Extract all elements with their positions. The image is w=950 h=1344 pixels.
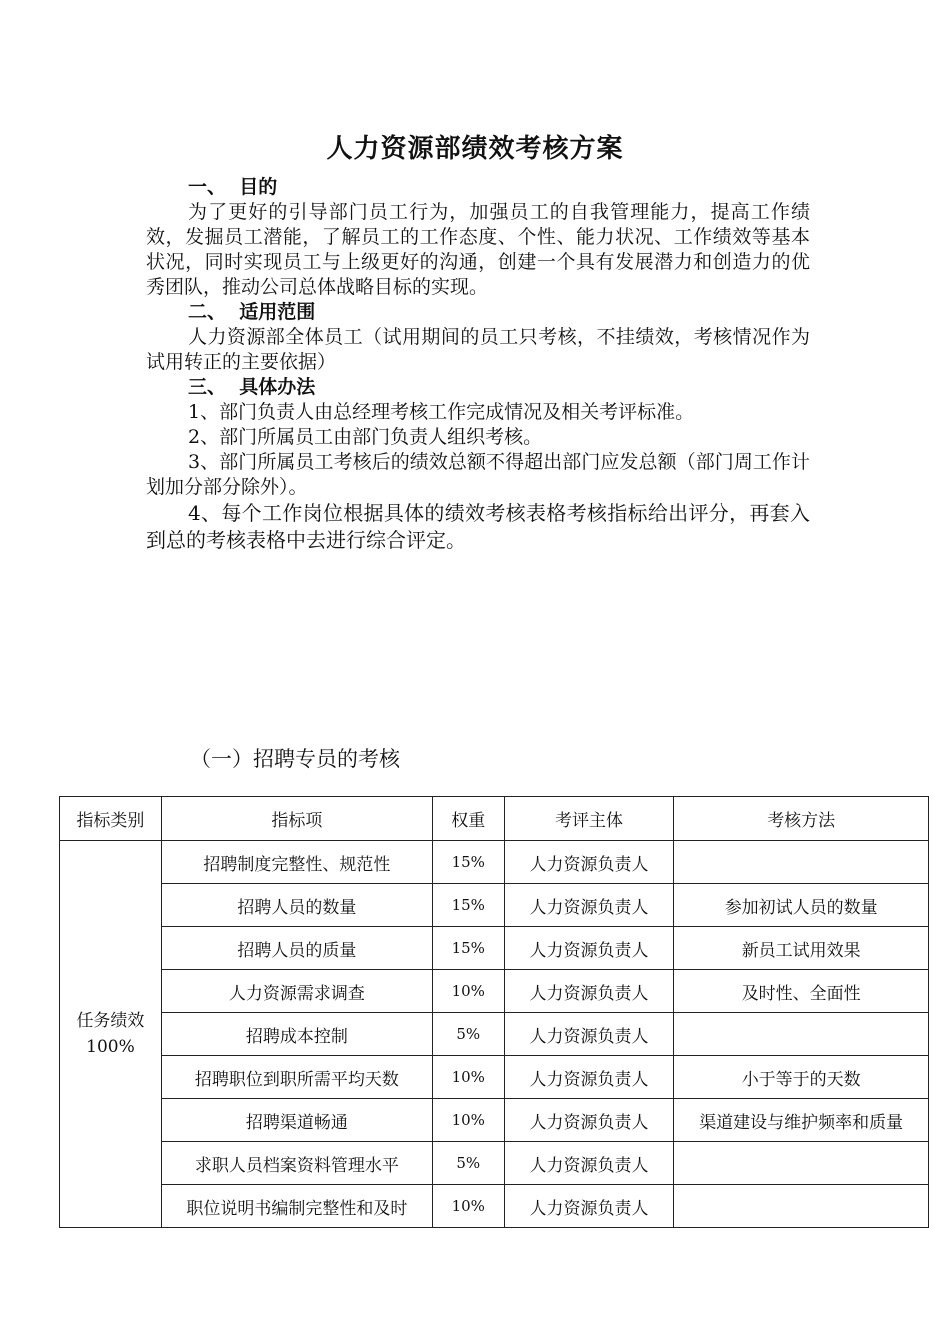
subject-cell: 人力资源负责人 bbox=[504, 970, 674, 1013]
item-cell: 招聘职位到职所需平均天数 bbox=[161, 1056, 432, 1099]
weight-cell: 10% bbox=[432, 1099, 504, 1142]
kpi-table bbox=[59, 796, 929, 1228]
method-item-4: 4、每个工作岗位根据具体的绩效考核表格考核指标给出评分，再套入到总的考核表格中去进行综合评定。 bbox=[146, 501, 810, 552]
subject-cell: 人力资源负责人 bbox=[504, 1099, 674, 1142]
document-body bbox=[146, 175, 810, 554]
item-cell: 招聘渠道畅通 bbox=[161, 1099, 432, 1142]
method-item-1: 1、部门负责人由总经理考核工作完成情况及相关考评标准。 bbox=[188, 401, 695, 423]
purpose-paragraph: 为了更好的引导部门员工行为，加强员工的自我管理能力，提高工作绩效，发掘员工潜能，了解员工的工作态度、个性、能力状况、工作绩效等基本状况，同时实现员工与上级更好的沟通，创建一个具有发展潜力和创造力的优秀团队，推动公司总体战略目标的实现。 bbox=[146, 201, 810, 298]
item-cell: 招聘成本控制 bbox=[161, 1013, 432, 1056]
table-row bbox=[60, 1142, 929, 1185]
table-header-row bbox=[60, 797, 929, 841]
weight-cell: 10% bbox=[432, 1056, 504, 1099]
section-heading-purpose: 一、 目的 bbox=[188, 176, 278, 198]
item-cell: 人力资源需求调查 bbox=[161, 970, 432, 1013]
section-heading-method: 三、 具体办法 bbox=[188, 376, 316, 398]
category-label: 任务绩效 bbox=[76, 1011, 145, 1031]
weight-cell: 10% bbox=[432, 970, 504, 1013]
weight-cell: 5% bbox=[432, 1013, 504, 1056]
method-cell bbox=[674, 1142, 929, 1185]
subject-cell: 人力资源负责人 bbox=[504, 884, 674, 927]
subject-cell: 人力资源负责人 bbox=[504, 1185, 674, 1228]
table-row bbox=[60, 841, 929, 884]
table-row bbox=[60, 1099, 929, 1142]
subject-cell: 人力资源负责人 bbox=[504, 1056, 674, 1099]
page-title: 人力资源部绩效考核方案 bbox=[326, 134, 624, 164]
table-row bbox=[60, 884, 929, 927]
header-item: 指标项 bbox=[161, 797, 432, 841]
weight-cell: 15% bbox=[432, 927, 504, 970]
table-row bbox=[60, 1056, 929, 1099]
item-cell: 招聘人员的数量 bbox=[161, 884, 432, 927]
weight-cell: 5% bbox=[432, 1142, 504, 1185]
method-cell: 及时性、全面性 bbox=[674, 970, 929, 1013]
method-item-3: 3、部门所属员工考核后的绩效总额不得超出部门应发总额（部门周工作计划加分部分除外）。 bbox=[146, 451, 810, 498]
item-cell: 招聘制度完整性、规范性 bbox=[161, 841, 432, 884]
table-row bbox=[60, 1185, 929, 1228]
table-row bbox=[60, 1013, 929, 1056]
subject-cell: 人力资源负责人 bbox=[504, 927, 674, 970]
weight-cell: 15% bbox=[432, 841, 504, 884]
scope-paragraph: 人力资源部全体员工（试用期间的员工只考核，不挂绩效，考核情况作为试用转正的主要依据） bbox=[146, 326, 810, 373]
weight-cell: 10% bbox=[432, 1185, 504, 1228]
table-row bbox=[60, 970, 929, 1013]
table-row bbox=[60, 927, 929, 970]
category-weight: 100% bbox=[86, 1037, 135, 1057]
method-cell bbox=[674, 1185, 929, 1228]
method-cell: 小于等于的天数 bbox=[674, 1056, 929, 1099]
header-category: 指标类别 bbox=[60, 797, 162, 841]
method-cell: 参加初试人员的数量 bbox=[674, 884, 929, 927]
method-cell: 新员工试用效果 bbox=[674, 927, 929, 970]
sub-heading-recruiter-assessment: （一）招聘专员的考核 bbox=[190, 747, 400, 771]
header-subject: 考评主体 bbox=[504, 797, 674, 841]
subject-cell: 人力资源负责人 bbox=[504, 841, 674, 884]
method-cell: 渠道建设与维护频率和质量 bbox=[674, 1099, 929, 1142]
item-cell: 求职人员档案资料管理水平 bbox=[161, 1142, 432, 1185]
header-weight: 权重 bbox=[432, 797, 504, 841]
method-cell bbox=[674, 841, 929, 884]
section-heading-scope: 二、 适用范围 bbox=[188, 301, 316, 323]
method-item-2: 2、部门所属员工由部门负责人组织考核。 bbox=[188, 426, 543, 448]
method-cell bbox=[674, 1013, 929, 1056]
weight-cell: 15% bbox=[432, 884, 504, 927]
subject-cell: 人力资源负责人 bbox=[504, 1142, 674, 1185]
item-cell: 招聘人员的质量 bbox=[161, 927, 432, 970]
category-cell bbox=[60, 841, 162, 1228]
subject-cell: 人力资源负责人 bbox=[504, 1013, 674, 1056]
header-method: 考核方法 bbox=[674, 797, 929, 841]
item-cell: 职位说明书编制完整性和及时 bbox=[161, 1185, 432, 1228]
